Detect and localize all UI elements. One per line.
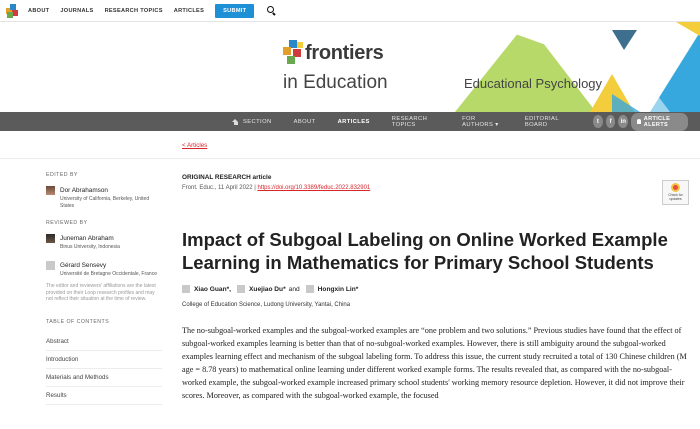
editor[interactable] xyxy=(46,186,162,195)
top-nav-journals[interactable]: JOURNALS xyxy=(60,7,94,14)
toc-item-materials-methods[interactable]: Materials and Methods xyxy=(46,369,162,387)
avatar xyxy=(46,261,55,270)
reviewer-name: Juneman Abraham xyxy=(60,235,114,242)
avatar xyxy=(46,186,55,195)
social-links xyxy=(593,113,688,131)
nav-section-label: SECTION xyxy=(243,118,272,125)
nav-section[interactable] xyxy=(232,119,272,125)
header-decoration xyxy=(0,22,700,112)
brand-name: frontiers xyxy=(305,42,384,64)
toc-heading: TABLE OF CONTENTS xyxy=(46,318,110,325)
editor-name: Dor Abrahamson xyxy=(60,187,108,194)
home-icon xyxy=(232,119,239,125)
check-for-updates-badge[interactable] xyxy=(662,180,689,205)
toc-item-abstract[interactable]: Abstract xyxy=(46,333,162,351)
badge-label: Check for updates xyxy=(668,193,683,201)
abstract-text: The no-subgoal-worked examples and the subgoal-worked examples are “one problem and two solutions.” Previous studies have found that the effect of subgoal-worked examples learning is better than that of no-subgoal-worked examples. However, there is still ambiguity around the subgoal-worked examples learning effect and mechanism of the subgoal labeling form. To address this issue, the current study recruited a total of 130 Chinese children (M age = 8.78 years) to mathematical online learning under different worked example forms. The results revealed that, as compared with the no-subgoal-worked example, the subgoal-worked example increased primary school students' working memory resource depletion. However, it did not improve their scores. Moreover, as compared with the subgoal-worked example, the focused xyxy=(182,326,687,400)
reviewer-name: Gérard Sensevy xyxy=(60,262,107,269)
article-alerts-button[interactable] xyxy=(631,113,688,131)
reviewer-affiliation: Université de Bretagne Occidentale, France xyxy=(60,271,157,277)
author[interactable] xyxy=(306,285,359,293)
author-affiliation: College of Education Science, Ludong University, Yantai, China xyxy=(182,302,351,308)
nav-articles[interactable]: ARTICLES xyxy=(337,118,370,125)
article-main xyxy=(182,174,692,402)
journal-name: in Education xyxy=(283,72,388,93)
toc-item-results[interactable]: Results xyxy=(46,387,162,405)
reviewed-by-heading: REVIEWED BY xyxy=(46,220,88,226)
journal-reference: Front. Educ., 11 April 2022 | xyxy=(182,185,258,191)
toc-item-introduction[interactable]: Introduction xyxy=(46,351,162,369)
author-join: and xyxy=(288,285,300,293)
author-name: Hongxin Lin* xyxy=(317,285,359,293)
editor-affiliation: University of California, Berkeley, United States xyxy=(60,196,150,209)
linkedin-icon[interactable]: in xyxy=(618,115,628,128)
submit-button[interactable]: SUBMIT xyxy=(215,4,254,18)
bell-icon xyxy=(637,119,641,124)
reviewer[interactable] xyxy=(46,234,162,243)
divider xyxy=(0,158,700,159)
avatar xyxy=(182,285,190,293)
frontiers-cube-icon xyxy=(283,40,305,66)
author-name: Xuejiao Du* xyxy=(249,285,286,293)
nav-about[interactable]: ABOUT xyxy=(293,118,316,125)
doi-link[interactable]: https://doi.org/10.3389/feduc.2022.832901 xyxy=(257,185,371,191)
sidebar xyxy=(46,172,162,405)
author-list xyxy=(182,285,692,293)
author[interactable] xyxy=(182,285,231,293)
edited-by-heading: EDITED BY xyxy=(46,172,78,178)
article-title: Impact of Subgoal Labeling on Online Worked Example Learning in Mathematics for Primary School Students xyxy=(182,229,668,273)
top-nav xyxy=(28,4,276,18)
breadcrumb-articles[interactable]: < Articles xyxy=(182,142,208,149)
author-name: Xiao Guan*, xyxy=(194,285,232,293)
search-icon[interactable] xyxy=(267,6,276,15)
top-bar xyxy=(0,0,700,22)
journal-header xyxy=(0,22,700,112)
twitter-icon[interactable]: t xyxy=(593,115,603,128)
nav-editorial-board[interactable]: EDITORIAL BOARD xyxy=(524,115,559,128)
section-nav xyxy=(0,112,700,131)
avatar xyxy=(306,285,314,293)
facebook-icon[interactable]: f xyxy=(606,115,616,128)
nav-research-topics[interactable]: RESEARCH TOPICS xyxy=(391,115,428,128)
article-meta xyxy=(182,185,692,191)
frontiers-logo-icon[interactable] xyxy=(6,4,20,18)
top-nav-research-topics[interactable]: RESEARCH TOPICS xyxy=(104,7,163,14)
section-title[interactable]: Educational Psychology xyxy=(464,76,603,91)
article-alerts-label: ARTICLE ALERTS xyxy=(643,115,671,128)
check-updates-icon xyxy=(671,183,680,192)
top-nav-articles[interactable]: ARTICLES xyxy=(173,7,205,14)
article-type: ORIGINAL RESEARCH article xyxy=(182,174,272,181)
top-nav-about[interactable]: ABOUT xyxy=(28,7,50,14)
avatar xyxy=(46,234,55,243)
nav-for-authors[interactable]: FOR AUTHORS ▾ xyxy=(462,115,499,128)
affiliation-note: The editor and reviewers' affiliations are the latest provided on their Loop research profiles and may not reflect their situation at the time of review. xyxy=(46,283,156,302)
avatar xyxy=(237,285,245,293)
reviewer[interactable] xyxy=(46,261,162,270)
author[interactable] xyxy=(237,285,286,293)
reviewer-affiliation: Binus University, Indonesia xyxy=(60,244,120,250)
